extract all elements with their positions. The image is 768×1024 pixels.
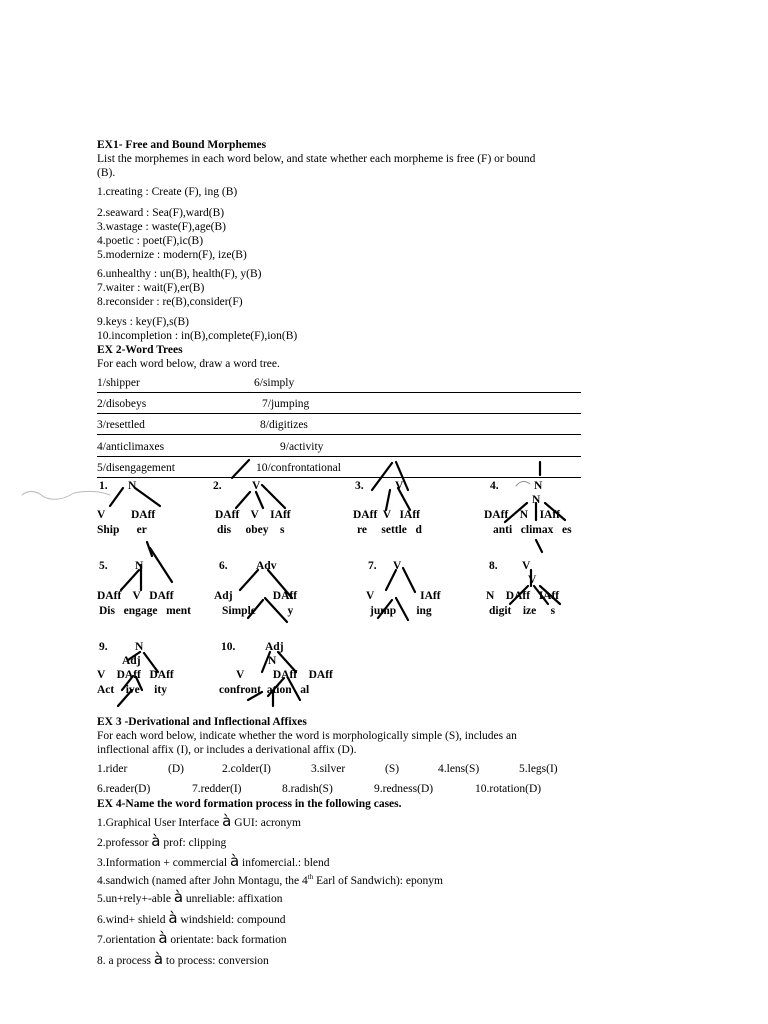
tree-morphemes: jump ing — [370, 605, 432, 617]
tree-root-sub: N — [532, 494, 541, 506]
tree-root: N — [534, 480, 543, 492]
arrow-icon: à — [229, 852, 240, 870]
ex3-item: 1.rider — [97, 763, 128, 775]
arrow-icon: à — [222, 812, 232, 830]
tree-branch — [265, 598, 287, 622]
arrow-icon: à — [151, 832, 161, 850]
tree-labels: DAff V DAff — [97, 590, 174, 602]
tree-number: 1. — [99, 480, 108, 492]
ex3-item: 6.reader(D) — [97, 783, 151, 795]
tree-number: 9. — [99, 641, 108, 653]
tree-branch — [534, 586, 548, 604]
ex3-answer: (S) — [385, 763, 400, 775]
tree-branch — [118, 690, 132, 706]
tree-root: Adv — [256, 560, 277, 572]
ex1-item: 7.waiter : wait(F),er(B) — [97, 282, 205, 294]
ex3-item: 10.rotation(D) — [475, 783, 542, 795]
ex3-item: 4.lens(S) — [438, 763, 480, 775]
ex3-item: 7.redder(I) — [192, 783, 242, 795]
tree-branch — [248, 692, 262, 700]
ex4-item: 3.Information + commercial à infomercial.: blend — [97, 852, 330, 870]
tree-root: N — [128, 480, 137, 492]
tree-branch — [403, 568, 415, 592]
tree-root: N — [135, 560, 144, 572]
arrow-icon: à — [173, 888, 184, 906]
tree-number: 3. — [355, 480, 364, 492]
tree-labels: DAff V IAff — [353, 509, 420, 521]
ex3-item: 5.legs(I) — [519, 763, 558, 775]
tree-morphemes: dis obey s — [217, 524, 285, 536]
ex4-item: 8. a process à to process: conversion — [97, 950, 269, 968]
tree-number: 7. — [368, 560, 377, 572]
tree-branch — [386, 490, 390, 510]
tree-morphemes: Dis engage ment — [99, 605, 191, 617]
tree-root: N — [135, 641, 144, 653]
ex2-heading: EX 2-Word Trees — [97, 344, 183, 356]
tree-morphemes: confront ation al — [219, 684, 310, 696]
ex3-heading: EX 3 -Derivational and Inflectional Affixes — [97, 716, 307, 728]
ex2-word-right: 8/digitizes — [260, 419, 308, 431]
ex3-instructions-cont: inflectional affix (I), or includes a derivational affix (D). — [97, 744, 357, 756]
scan-noise — [516, 481, 530, 486]
tree-morphemes: anti climax es — [493, 524, 572, 536]
ex2-word-right: 6/simply — [254, 377, 295, 389]
tree-branch — [372, 463, 392, 490]
tree-morphemes: digit ize s — [489, 605, 556, 617]
arrow-icon: à — [153, 950, 164, 968]
ex3-item: 8.radish(S) — [282, 783, 333, 795]
tree-labels: N DAff IAff — [486, 590, 560, 602]
tree-branch — [128, 652, 140, 660]
tree-branch — [262, 485, 285, 508]
ex3-item: 3.silver — [311, 763, 346, 775]
tree-morphemes: Act ive ity — [97, 684, 167, 696]
tree-root: V — [395, 480, 404, 492]
tree-root-sub: V — [528, 574, 537, 586]
tree-root: V — [393, 560, 402, 572]
tree-branch — [540, 586, 560, 604]
tree-root: V — [252, 480, 261, 492]
tree-labels: DAff V IAff — [215, 509, 291, 521]
tree-number: 4. — [490, 480, 499, 492]
ex1-item: 1.creating : Create (F), ing (B) — [97, 186, 238, 198]
tree-branch — [386, 570, 396, 590]
tree-branch — [144, 653, 158, 672]
tree-number: 10. — [221, 641, 236, 653]
tree-branch — [268, 570, 292, 598]
tree-branch — [396, 462, 408, 490]
tree-branch — [150, 548, 172, 582]
tree-morphemes: Ship er — [97, 524, 147, 536]
tree-number: 8. — [489, 560, 498, 572]
ex1-item: 3.wastage : waste(F),age(B) — [97, 221, 227, 233]
ex1-instructions: List the morphemes in each word below, and state whether each morpheme is free (F) or bound — [97, 153, 536, 165]
tree-number: 5. — [99, 560, 108, 572]
ex3-item: 2.colder(I) — [222, 763, 271, 775]
tree-morphemes: Simple y — [222, 605, 294, 617]
tree-branch — [545, 503, 565, 520]
tree-branch — [232, 460, 249, 478]
tree-branch — [398, 488, 410, 510]
ex1-item: 9.keys : key(F),s(B) — [97, 316, 189, 328]
ex1-item: 5.modernize : modern(F), ize(B) — [97, 249, 247, 261]
tree-branch — [278, 652, 296, 672]
ex2-word-left: 4/anticlimaxes — [97, 441, 165, 453]
ex4-item: 6.wind+ shield à windshield: compound — [97, 909, 286, 927]
ex4-item: 7.orientation à orientate: back formation — [97, 929, 287, 947]
tree-branch — [121, 570, 139, 590]
ex4-item: 4.sandwich (named after John Montagu, the 4th Earl of Sandwich): eponym — [97, 873, 443, 887]
tree-labels: Adj DAff — [214, 590, 298, 602]
ex4-item: 1.Graphical User Interface à GUI: acronym — [97, 812, 301, 830]
ex2-instructions: For each word below, draw a word tree. — [97, 358, 280, 370]
ex2-word-right: 9/activity — [280, 441, 324, 453]
tree-branch — [536, 540, 542, 552]
arrow-icon: à — [158, 929, 168, 947]
tree-number: 2. — [213, 480, 222, 492]
tree-number: 6. — [219, 560, 228, 572]
tree-branch — [136, 677, 142, 690]
tree-root-sub: Adj — [122, 655, 141, 667]
ex4-item: 5.un+rely+-able à unreliable: affixation — [97, 888, 283, 906]
ex3-answer: (D) — [168, 763, 184, 775]
arrow-icon: à — [168, 909, 178, 927]
ex1-item: 8.reconsider : re(B),consider(F) — [97, 296, 243, 308]
ex2-word-left: 2/disobeys — [97, 398, 147, 410]
tree-branch — [396, 598, 408, 620]
ex1-heading: EX1- Free and Bound Morphemes — [97, 139, 267, 151]
ex1-item: 10.incompletion : in(B),complete(F),ion(B) — [97, 330, 298, 342]
tree-root: Adj — [265, 641, 284, 653]
ex1-item: 6.unhealthy : un(B), health(F), y(B) — [97, 268, 262, 280]
tree-branch — [256, 492, 263, 508]
tree-branch — [262, 652, 270, 672]
ex4-item: 2.professor à prof: clipping — [97, 832, 227, 850]
tree-labels: DAff N IAff — [484, 509, 561, 521]
ex3-instructions: For each word below, indicate whether the word is morphologically simple (S), includes an — [97, 730, 517, 742]
ex1-instructions-cont: (B). — [97, 167, 116, 179]
ex1-item: 4.poetic : poet(F),ic(B) — [97, 235, 204, 247]
tree-branch — [236, 492, 250, 508]
tree-labels: V DAff DAff — [236, 669, 333, 681]
tree-root: V — [522, 560, 531, 572]
tree-branch — [505, 503, 527, 522]
tree-branch — [122, 676, 133, 690]
tree-morphemes: re settle d — [357, 524, 422, 536]
tree-branch — [268, 678, 284, 696]
ex3-item: 9.redness(D) — [374, 783, 434, 795]
tree-branch — [135, 488, 160, 506]
tree-branch — [110, 488, 123, 506]
tree-branch — [288, 678, 300, 700]
scan-noise — [22, 491, 110, 499]
ex2-word-right: 7/jumping — [262, 398, 310, 410]
tree-labels: V DAff DAff — [97, 669, 174, 681]
tree-labels: V DAff — [97, 509, 156, 521]
tree-labels: V IAff — [366, 590, 441, 602]
tree-branch — [378, 600, 392, 618]
ex2-word-left: 1/shipper — [97, 377, 140, 389]
tree-branch — [248, 600, 263, 618]
tree-branch — [240, 570, 258, 590]
tree-root-sub: N — [268, 655, 277, 667]
tree-branch — [510, 586, 528, 604]
ex4-heading: EX 4-Name the word formation process in the following cases. — [97, 798, 402, 810]
ex2-word-left: 5/disengagement — [97, 462, 175, 474]
ex1-item: 2.seaward : Sea(F),ward(B) — [97, 207, 225, 219]
ex2-word-left: 3/resettled — [97, 419, 145, 431]
ex2-word-right: 10/confrontational — [256, 462, 341, 474]
